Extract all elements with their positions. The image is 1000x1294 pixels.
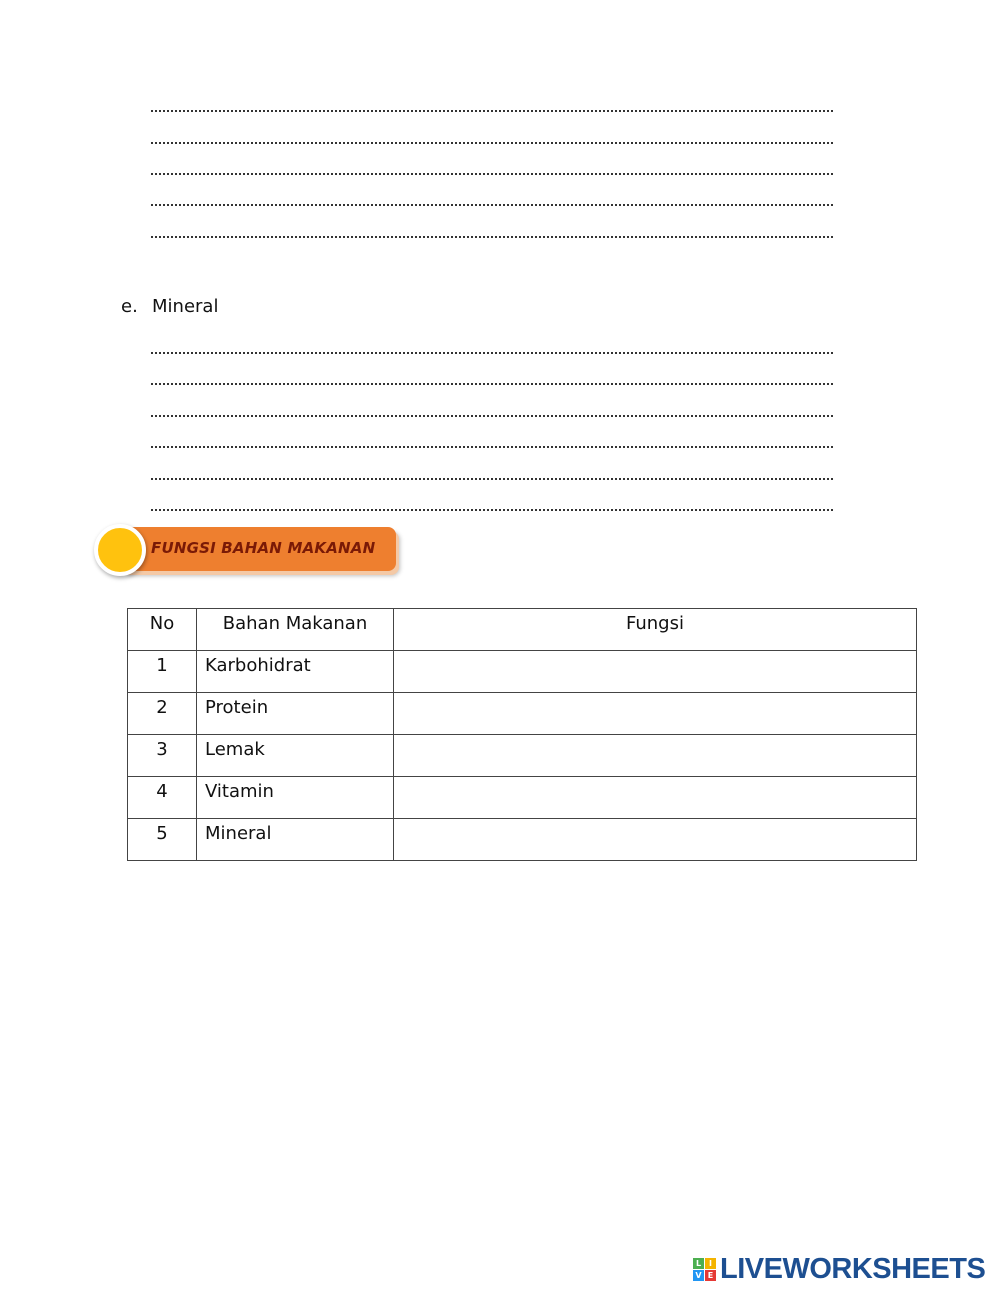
function-table [127, 608, 917, 861]
row-bahan: Vitamin [197, 777, 394, 819]
banner-circle-icon [94, 524, 146, 576]
row-bahan: Protein [197, 693, 394, 735]
answer-line[interactable] [151, 401, 833, 417]
table-row [128, 735, 917, 777]
answer-line[interactable] [151, 369, 833, 385]
answer-line[interactable] [151, 190, 833, 206]
fungsi-input-cell[interactable] [394, 693, 917, 735]
row-bahan: Lemak [197, 735, 394, 777]
fungsi-input-cell[interactable] [394, 651, 917, 693]
logo-mark-letter: E [705, 1270, 716, 1281]
fungsi-input-cell[interactable] [394, 777, 917, 819]
table-row [128, 651, 917, 693]
table-header-row [128, 609, 917, 651]
header-no: No [128, 609, 197, 651]
logo-mark-letter: I [705, 1258, 716, 1269]
header-bahan: Bahan Makanan [197, 609, 394, 651]
liveworksheets-logo [693, 1254, 985, 1284]
row-no: 2 [128, 693, 197, 735]
banner-title: FUNGSI BAHAN MAKANAN [151, 539, 376, 557]
logo-mark-icon [693, 1258, 716, 1281]
answer-line[interactable] [151, 222, 833, 238]
answer-line[interactable] [151, 128, 833, 144]
row-bahan: Mineral [197, 819, 394, 861]
logo-text: LIVEWORKSHEETS [720, 1252, 986, 1285]
answer-line[interactable] [151, 495, 833, 511]
section-banner [94, 524, 406, 580]
row-no: 5 [128, 819, 197, 861]
table-row [128, 819, 917, 861]
answer-line[interactable] [151, 464, 833, 480]
logo-mark-letter: L [693, 1258, 704, 1269]
header-fungsi: Fungsi [394, 609, 917, 651]
row-no: 1 [128, 651, 197, 693]
row-no: 4 [128, 777, 197, 819]
section-letter: e. [121, 296, 138, 317]
logo-mark-letter: V [693, 1270, 704, 1281]
answer-line[interactable] [151, 96, 833, 112]
answer-line[interactable] [151, 159, 833, 175]
fungsi-input-cell[interactable] [394, 819, 917, 861]
table-row [128, 693, 917, 735]
section-e-heading [121, 296, 218, 317]
row-no: 3 [128, 735, 197, 777]
table-row [128, 777, 917, 819]
answer-line[interactable] [151, 432, 833, 448]
answer-line[interactable] [151, 338, 833, 354]
row-bahan: Karbohidrat [197, 651, 394, 693]
section-label: Mineral [152, 296, 219, 317]
fungsi-input-cell[interactable] [394, 735, 917, 777]
